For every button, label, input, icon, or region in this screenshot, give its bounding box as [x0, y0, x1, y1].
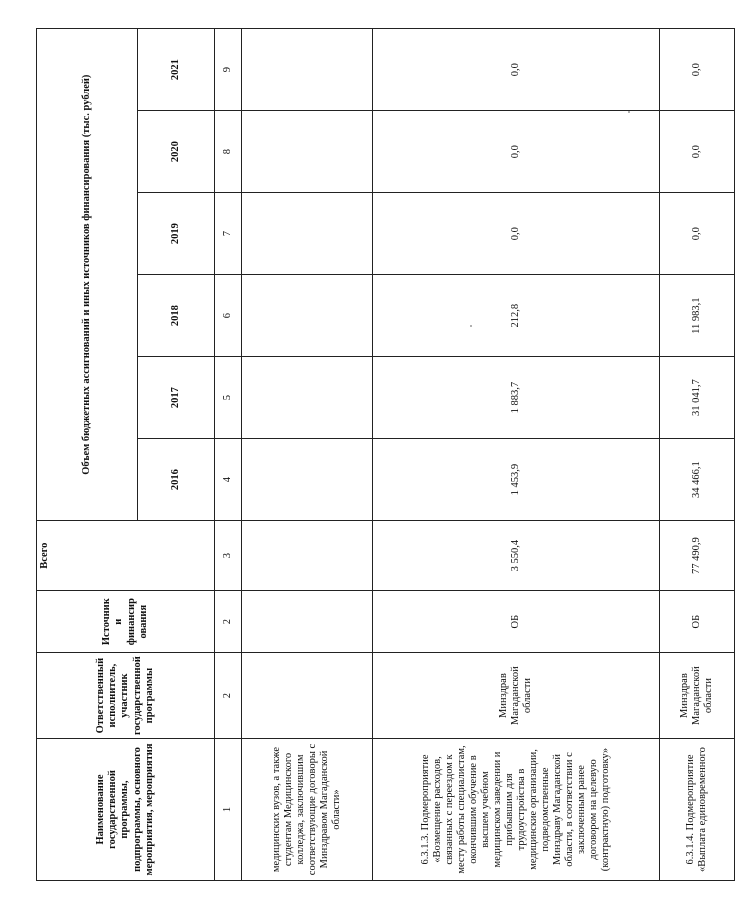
header-year-2020: 2020	[138, 111, 215, 193]
row-total	[242, 521, 373, 591]
row-name: 6.3.1.4. Подмероприятие «Выплата единовременного	[660, 739, 735, 881]
header-responsible: Ответственный исполнитель, участник государственной программы	[37, 653, 215, 739]
scan-speck	[628, 111, 630, 113]
header-name: Наименование государственной программы, подпрограммы, основного мероприятия, мероприятия	[37, 739, 215, 881]
row-name: 6.3.1.3. Подмероприятие «Возмещение расходов, связанных с переездом к месту работы специалистам, окончившим обучение в высшем учебном медицинском заведении и прибывшим для трудоустройства в медицинские организации, подведомственные Минздраву Магаданской области, в соответствии с заключенным ранее договором на целевую (контрактную) подготовку»	[373, 739, 660, 881]
column-number: 3	[215, 521, 242, 591]
row-value-2021: 0,0	[660, 29, 735, 111]
header-source: Источник и финансир ования	[37, 591, 215, 653]
row-source: ОБ	[373, 591, 660, 653]
column-number: 2	[215, 591, 242, 653]
row-value-2019: 0,0	[660, 193, 735, 275]
row-value-2016: 34 466,1	[660, 439, 735, 521]
row-responsible	[242, 653, 373, 739]
row-value-2018: 212,8	[373, 275, 660, 357]
row-source	[242, 591, 373, 653]
row-value-2016: 1 453,9	[373, 439, 660, 521]
header-total: Всего	[37, 521, 215, 591]
budget-table	[36, 28, 735, 881]
column-number: 5	[215, 357, 242, 439]
column-number: 4	[215, 439, 242, 521]
column-number: 6	[215, 275, 242, 357]
row-value-2019	[242, 193, 373, 275]
table-row	[373, 29, 660, 881]
column-number: 1	[215, 739, 242, 881]
row-source: ОБ	[660, 591, 735, 653]
row-value-2018	[242, 275, 373, 357]
row-total: 3 550,4	[373, 521, 660, 591]
row-name: медицинских вузов, а также студентам Медицинского колледжа, заключившим соответствующие договоры с Минздравом Магаданской области»	[242, 739, 373, 881]
row-value-2019: 0,0	[373, 193, 660, 275]
row-value-2020	[242, 111, 373, 193]
row-value-2020: 0,0	[373, 111, 660, 193]
row-value-2017: 1 883,7	[373, 357, 660, 439]
header-year-2016: 2016	[138, 439, 215, 521]
row-value-2021	[242, 29, 373, 111]
row-value-2016	[242, 439, 373, 521]
row-value-2020: 0,0	[660, 111, 735, 193]
row-value-2018: 11 983,1	[660, 275, 735, 357]
column-number: 7	[215, 193, 242, 275]
header-year-2019: 2019	[138, 193, 215, 275]
row-total: 77 490,9	[660, 521, 735, 591]
row-responsible: Минздрав Магаданской области	[373, 653, 660, 739]
column-number: 9	[215, 29, 242, 111]
header-year-2018: 2018	[138, 275, 215, 357]
row-responsible: Минздрав Магаданской области	[660, 653, 735, 739]
table-row	[242, 29, 373, 881]
column-number: 8	[215, 111, 242, 193]
column-number: 2	[215, 653, 242, 739]
scan-speck	[470, 325, 472, 327]
header-funding-group: Объем бюджетных ассигнований и иных источников финансирования (тыс. рублей)	[37, 29, 138, 521]
row-value-2017	[242, 357, 373, 439]
header-year-2021: 2021	[138, 29, 215, 111]
table-row	[660, 29, 735, 881]
row-value-2017: 31 041,7	[660, 357, 735, 439]
header-year-2017: 2017	[138, 357, 215, 439]
row-value-2021: 0,0	[373, 29, 660, 111]
